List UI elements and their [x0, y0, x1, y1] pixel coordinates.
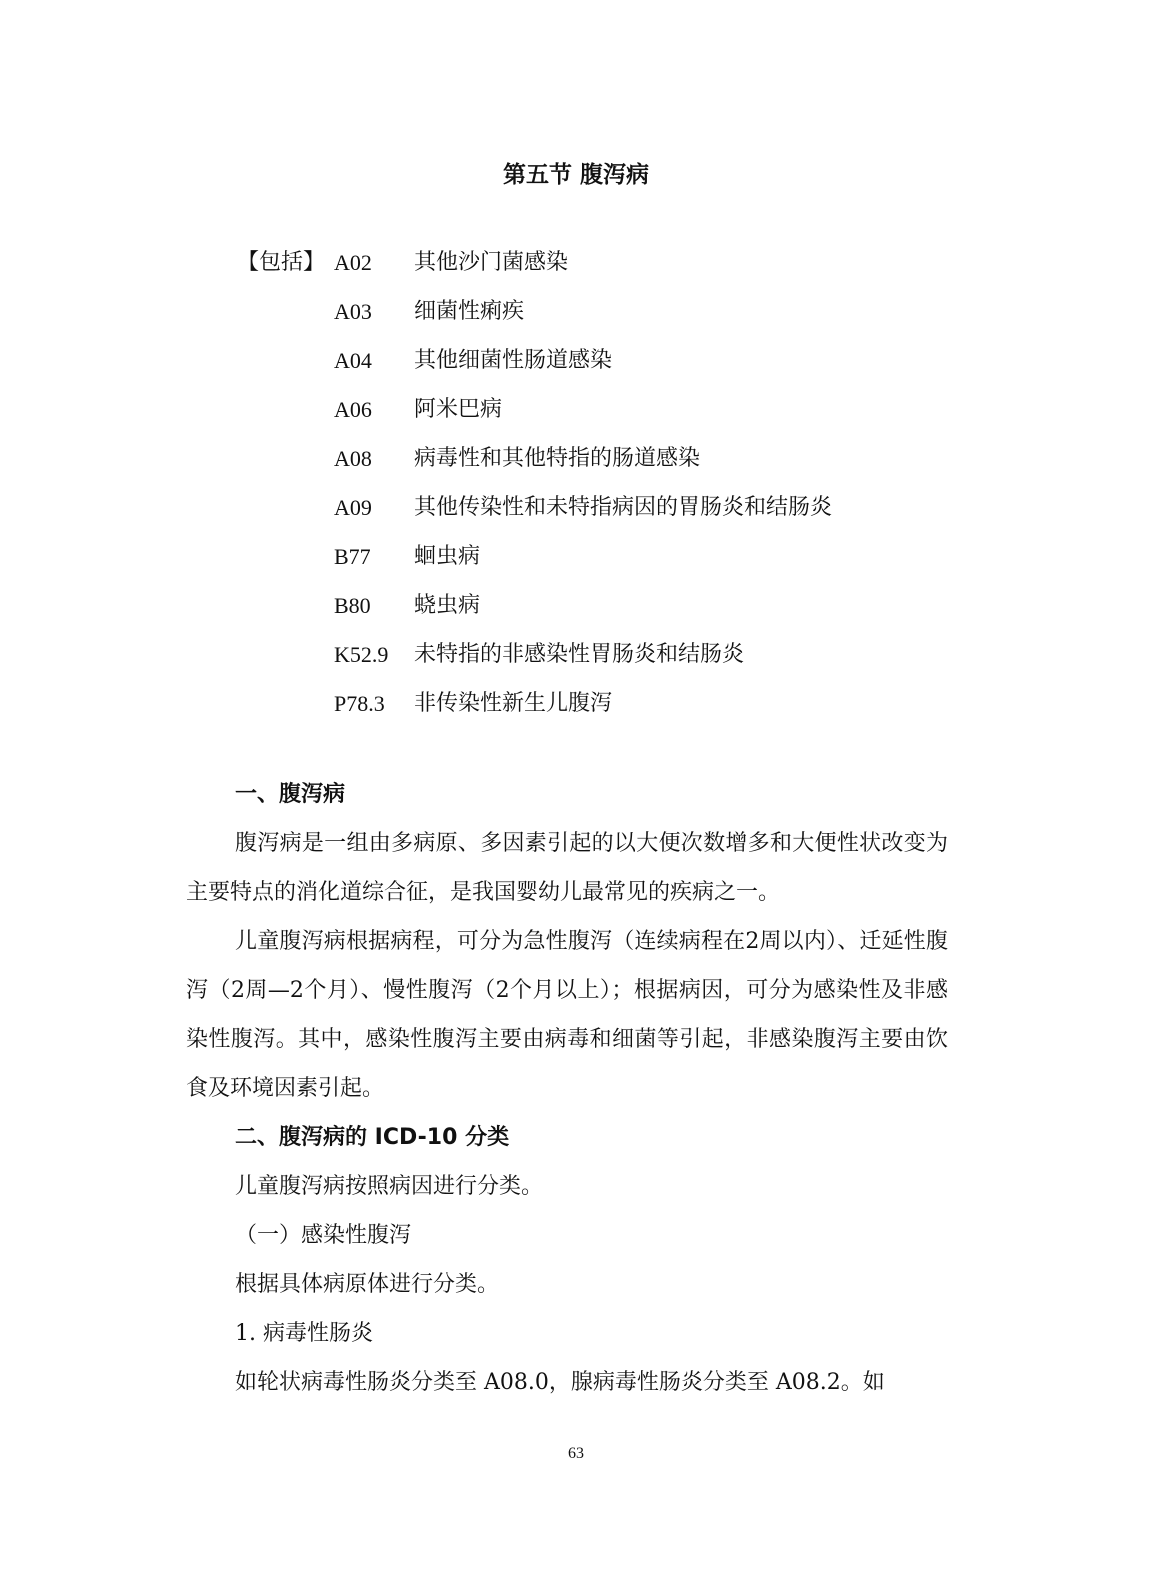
disease-name: 未特指的非感染性胃肠炎和结肠炎: [414, 642, 745, 667]
disease-name: 蛲虫病: [414, 593, 481, 618]
section-title: 第五节 腹泻病: [502, 162, 649, 188]
icd-code: A03: [334, 299, 372, 324]
subheading-infectious: （一）感染性腹泻: [235, 1223, 412, 1248]
page-number: 63: [568, 1445, 584, 1462]
includes-row: [237, 238, 832, 287]
disease-name: 阿米巴病: [414, 397, 503, 422]
icd-code: A04: [334, 348, 372, 373]
disease-name: 蛔虫病: [414, 544, 481, 569]
icd-code: A09: [334, 495, 372, 520]
disease-name: 病毒性和其他特指的肠道感染: [414, 446, 701, 471]
paragraph-classification: 儿童腹泻病根据病程，可分为急性腹泻（连续病程在2周以内）、迁延性腹泻（2周—2个月）、慢性腹泻（2个月以上）；根据病因，可分为感染性及非感染性腹泻。其中，感染性腹泻主要由病毒和细菌等引起，非感染腹泻主要由饮食及环境因素引起。: [186, 929, 948, 1101]
includes-row: [237, 483, 832, 532]
item-viral-enteritis: 1. 病毒性肠炎: [235, 1321, 373, 1346]
disease-name: 细菌性痢疾: [414, 299, 525, 324]
icd-code: B80: [334, 593, 371, 618]
body-text: [186, 770, 948, 1407]
paragraph-examples: 如轮状病毒性肠炎分类至 A08.0，腺病毒性肠炎分类至 A08.2。如: [235, 1370, 885, 1395]
disease-name: 其他沙门菌感染: [414, 250, 569, 275]
disease-name: 非传染性新生儿腹泻: [414, 691, 613, 716]
includes-list: [237, 238, 832, 728]
includes-row: [237, 679, 832, 728]
icd-code: B77: [334, 544, 371, 569]
includes-row: [237, 385, 832, 434]
includes-row: [237, 630, 832, 679]
paragraph-pathogen: 根据具体病原体进行分类。: [235, 1272, 500, 1297]
includes-row: [237, 532, 832, 581]
includes-row: [237, 581, 832, 630]
paragraph-by-cause: 儿童腹泻病按照病因进行分类。: [235, 1174, 544, 1199]
includes-row: [237, 434, 832, 483]
disease-name: 其他传染性和未特指病因的胃肠炎和结肠炎: [414, 495, 833, 520]
disease-name: 其他细菌性肠道感染: [414, 348, 613, 373]
icd-code: K52.9: [334, 642, 389, 667]
heading-diarrhea: 一、腹泻病: [235, 782, 346, 807]
includes-label: 【包括】: [237, 250, 326, 275]
icd-code: A02: [334, 250, 372, 275]
icd-code: A06: [334, 397, 372, 422]
icd-code: P78.3: [334, 691, 385, 716]
paragraph-definition: 腹泻病是一组由多病原、多因素引起的以大便次数增多和大便性状改变为主要特点的消化道综合征，是我国婴幼儿最常见的疾病之一。: [186, 831, 948, 905]
includes-row: [237, 287, 832, 336]
heading-icd10: 二、腹泻病的 ICD-10 分类: [235, 1125, 510, 1150]
includes-row: [237, 336, 832, 385]
icd-code: A08: [334, 446, 372, 471]
